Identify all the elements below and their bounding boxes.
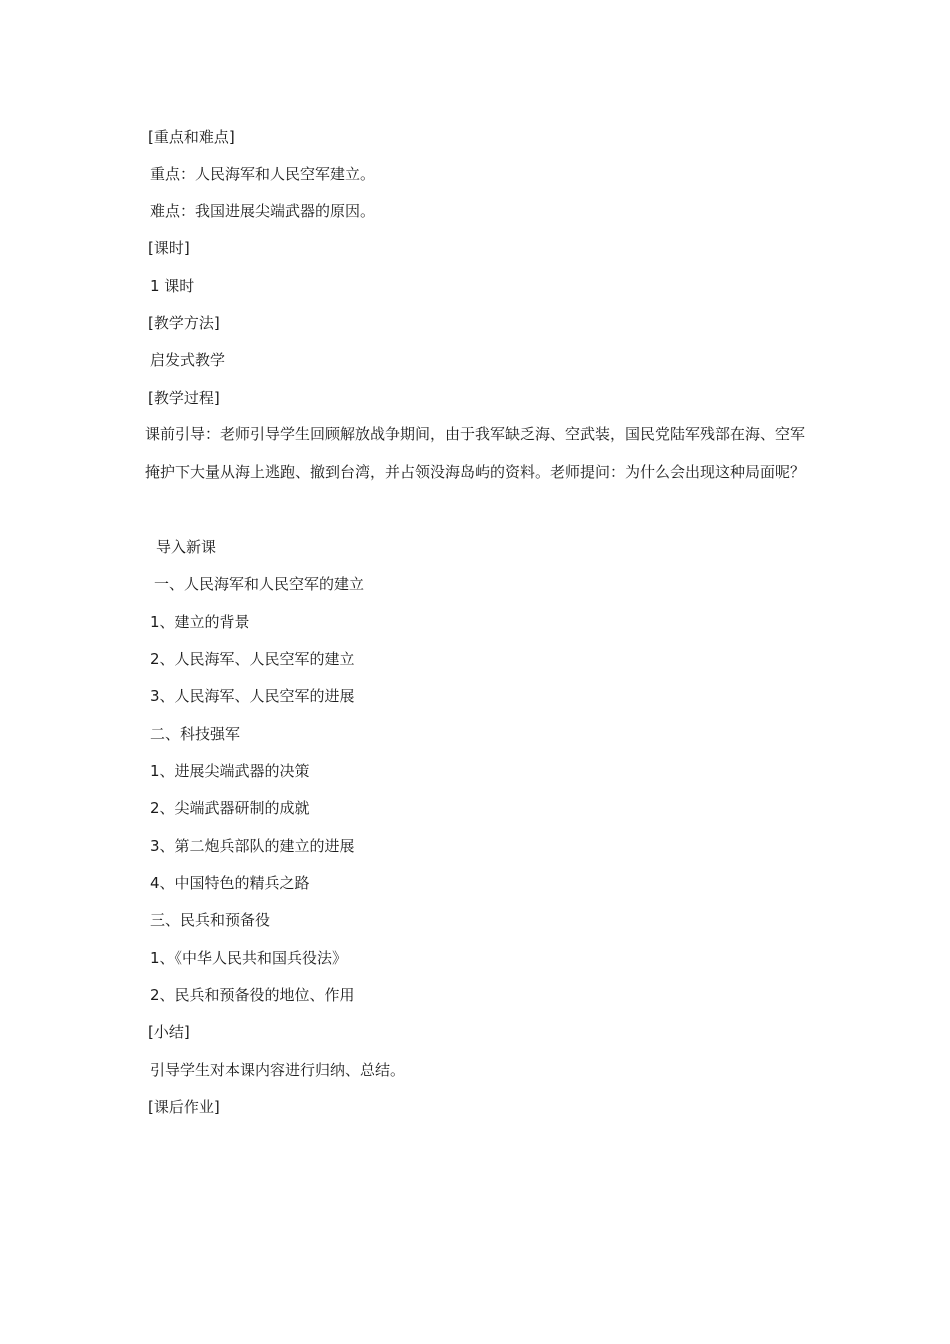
section-heading-homework: [课后作业] <box>148 1098 220 1116</box>
intro-paragraph: 课前引导：老师引导学生回顾解放战争期间，由于我军缺乏海、空武装，国民党陆军残部在海、空军掩护下大量从海上逃跑、撤到台湾，并占领没海岛屿的资料。老师提问：为什么会出现这种局面呢？ <box>145 425 806 481</box>
section-heading-teaching-method: [教学方法] <box>148 314 220 332</box>
outline-item-3-1: 1、《中华人民共和国兵役法》 <box>150 949 348 967</box>
section-heading-teaching-process: [教学过程] <box>148 389 220 407</box>
section-heading-key-points: [重点和难点] <box>148 128 235 146</box>
outline-item-2-2: 2、尖端武器研制的成就 <box>150 799 310 817</box>
outline-heading-1: 一、人民海军和人民空军的建立 <box>154 575 365 593</box>
class-hours-text: 1 课时 <box>150 277 195 295</box>
outline-item-2-1: 1、进展尖端武器的决策 <box>150 762 310 780</box>
outline-item-2-4: 4、中国特色的精兵之路 <box>150 874 310 892</box>
key-point-text: 重点：人民海军和人民空军建立。 <box>150 165 376 183</box>
outline-item-1-2: 2、人民海军、人民空军的建立 <box>150 650 355 668</box>
outline-item-1-3: 3、人民海军、人民空军的进展 <box>150 687 355 705</box>
summary-text: 引导学生对本课内容进行归纳、总结。 <box>150 1061 406 1079</box>
lesson-intro-text: 导入新课 <box>156 538 217 556</box>
difficult-point-text: 难点：我国进展尖端武器的原因。 <box>150 202 376 220</box>
outline-item-2-3: 3、第二炮兵部队的建立的进展 <box>150 837 355 855</box>
outline-heading-3: 三、民兵和预备役 <box>150 911 271 929</box>
outline-item-1-1: 1、建立的背景 <box>150 613 250 631</box>
outline-heading-2: 二、科技强军 <box>150 725 241 743</box>
section-heading-class-hours: [课时] <box>148 239 190 257</box>
section-heading-summary: [小结] <box>148 1023 190 1041</box>
teaching-method-text: 启发式教学 <box>150 351 226 369</box>
outline-item-3-2: 2、民兵和预备役的地位、作用 <box>150 986 355 1004</box>
